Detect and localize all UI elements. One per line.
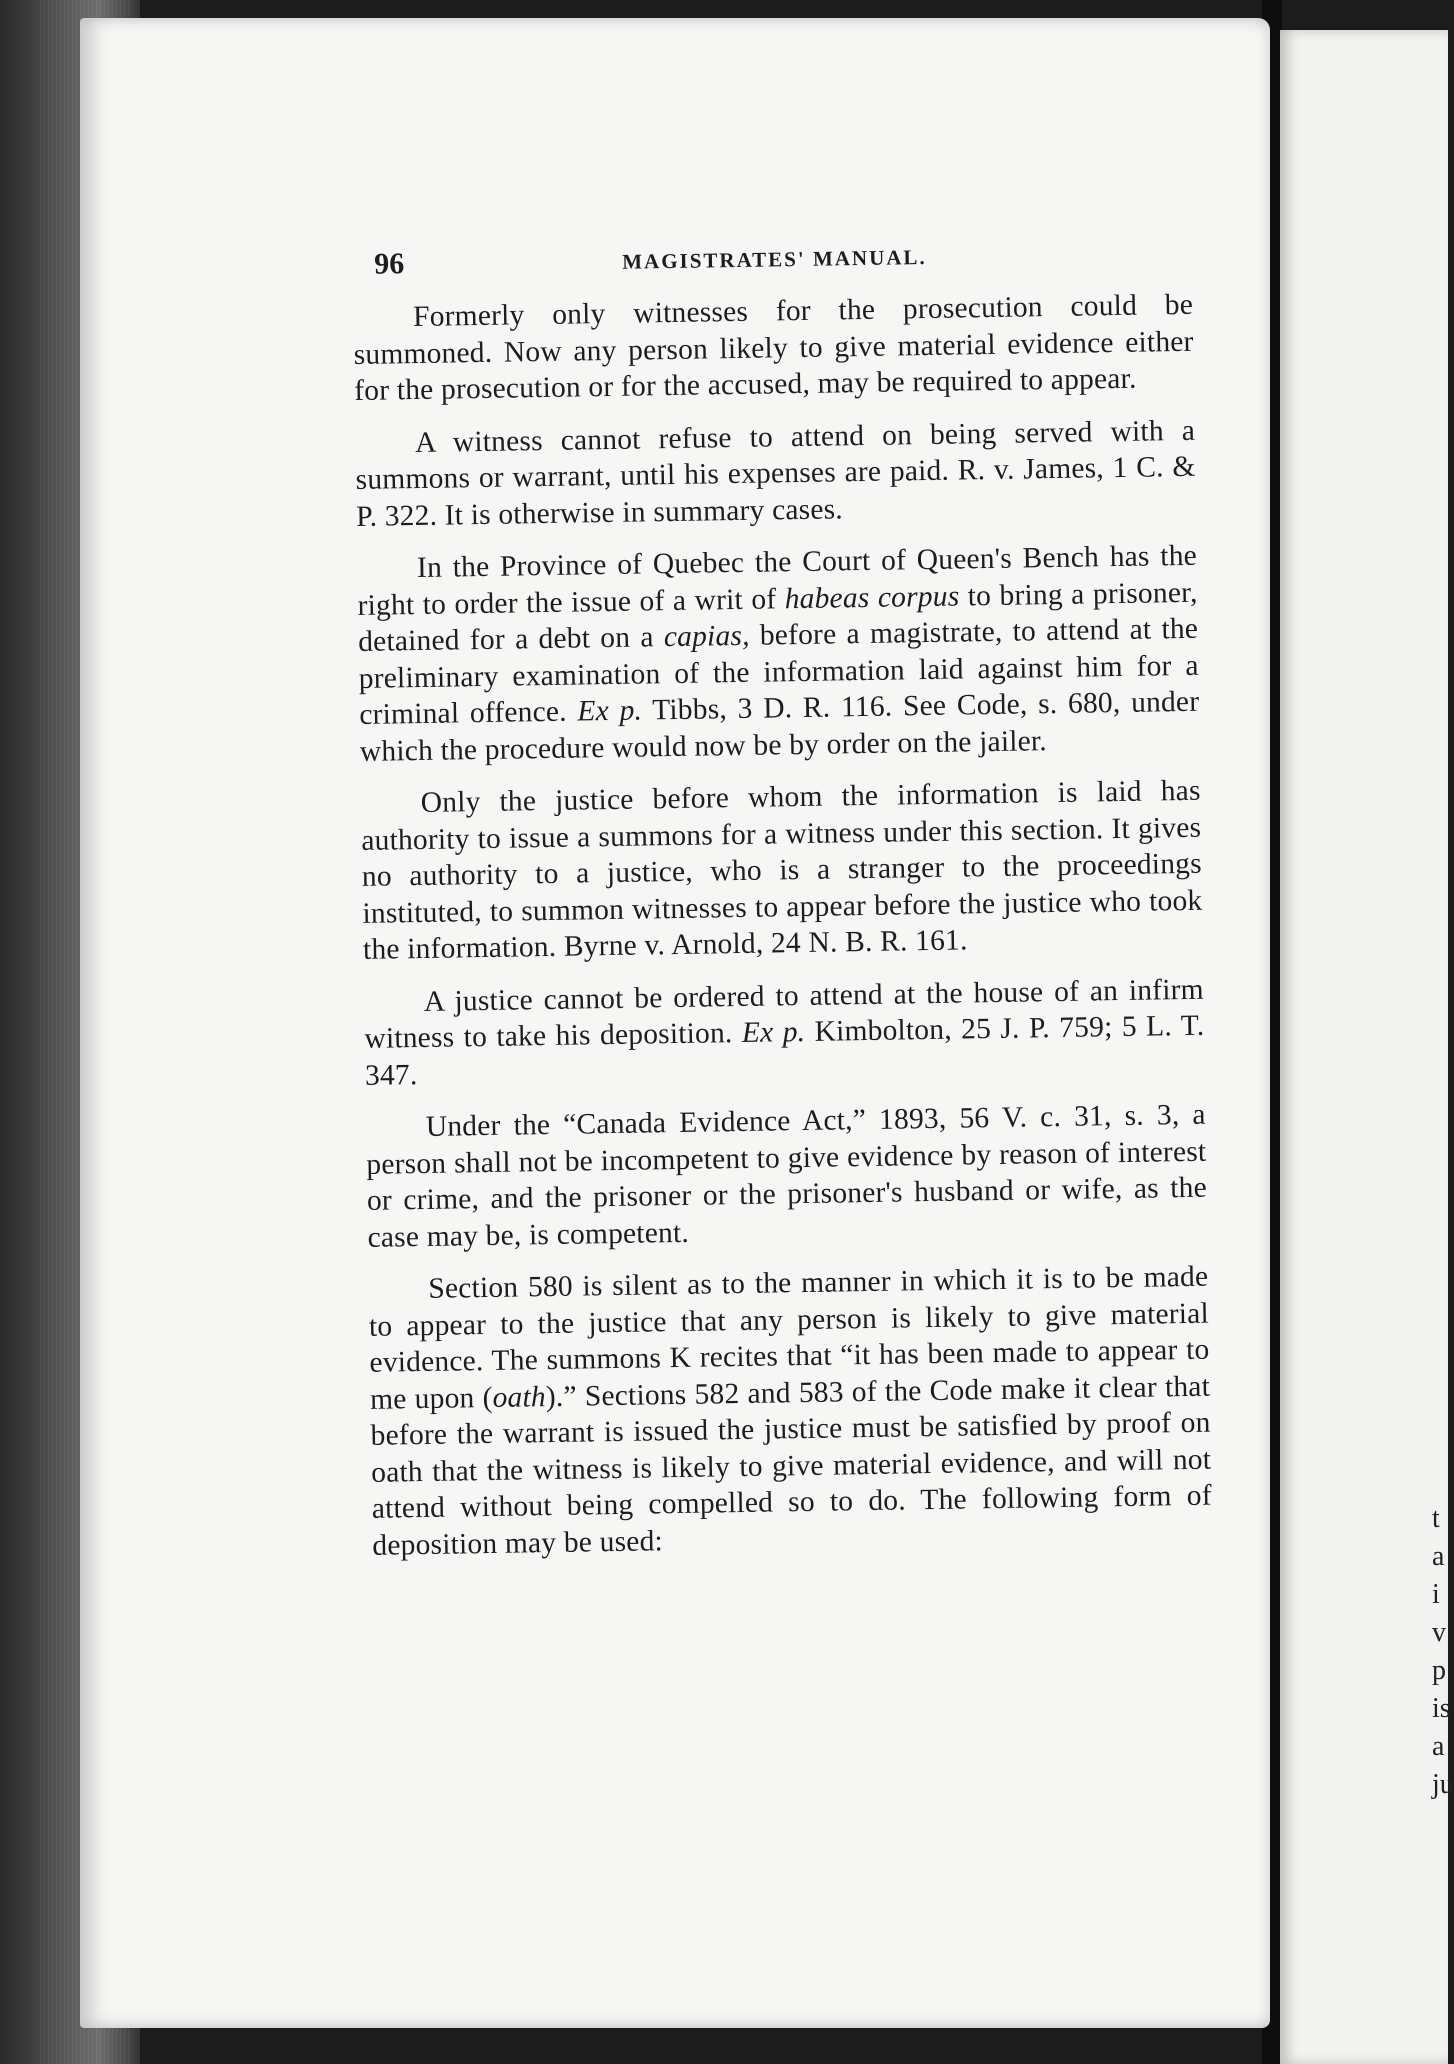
text-run: Tibbs, 3 D. R. 116. See Code, s. 680, under which the procedure would now be by order on the jailer. (359, 685, 1200, 768)
paragraph (353, 287, 1195, 410)
text-run: Only the justice before whom the information is laid has authority to issue a summons for a witness under this section. It gives no authority to a justice, who is a stranger to the proceedings instituted, to summon witnesses to appear before the justice who took the information. Byrne v. Arnold, 24 N. B. R. 161. (361, 774, 1203, 966)
fragment-letter: ju (1432, 1769, 1454, 1800)
paragraph (364, 971, 1206, 1094)
paragraph (355, 412, 1197, 535)
text-run: Under the “Canada Evidence Act,” 1893, 56 V. c. 31, s. 3, a person shall not be incompetent to give evidence by reason of interest or crime, and the prisoner or the prisoner's husband or wife, as the case may be, is competent. (366, 1098, 1208, 1254)
fragment-letter: i (1432, 1579, 1440, 1610)
paragraph (366, 1097, 1208, 1256)
paragraph (360, 773, 1203, 969)
paragraph (368, 1259, 1212, 1564)
text-run: A witness cannot refuse to attend on being served with a summons or warrant, until his expenses are paid. R. v. James, 1 C. & P. 322. It is otherwise in summary cases. (355, 414, 1196, 533)
fragment-letter: t (1432, 1503, 1440, 1534)
text-run: ).” Sections 582 and 583 of the Code make it clear that before the warrant is issued the justice must be satisfied by proof on oath that the witness is likely to give material evidence, and will not attend without being compelled so to do. The following form of deposition may be used: (370, 1370, 1212, 1562)
text-run: Formerly only witnesses for the prosecution could be summoned. Now any person likely to give material evidence either for the prosecution or for the accused, may be required to appear. (353, 288, 1194, 407)
fragment-letter: p (1432, 1655, 1446, 1686)
text-run: In the Province of Quebec the Court of Queen's Bench has the right to order the issue of a writ of (357, 539, 1198, 622)
fragment-letter: a (1432, 1731, 1445, 1762)
text-run: before a magistrate, to attend at the preliminary examination of the information laid against him for a criminal offence. (358, 612, 1199, 731)
running-head-title: MAGISTRATES' MANUAL. (622, 244, 927, 274)
page-number: 96 (373, 247, 405, 281)
fragment-letter: a (1432, 1541, 1445, 1572)
text-run: A justice cannot be ordered to attend at the house of an infirm witness to take his deposition. (364, 973, 1204, 1055)
body-text (353, 287, 1213, 1564)
facing-page (1280, 30, 1454, 2064)
text-run: Section 580 is silent as to the manner in which it is to be made to appear to the justice that any person is likely to give material evidence. The summons K recites that “it has been made to appear to me upon ( (368, 1260, 1210, 1416)
text-run: to bring a prisoner, detained for a debt on a (357, 576, 1198, 658)
paragraph (357, 538, 1200, 770)
italic-text: habeas corpus (784, 580, 960, 615)
italic-text: oath (492, 1380, 547, 1414)
fragment-letter: v (1432, 1617, 1446, 1648)
fragment-letter: is (1432, 1693, 1451, 1724)
italic-text: Ex p. (577, 694, 643, 728)
italic-text: capias, (663, 619, 750, 654)
page-text (352, 235, 1213, 1580)
facing-page-text-fragments (1432, 1500, 1454, 1804)
italic-text: Ex p. (741, 1015, 806, 1049)
text-run: Kimbolton, 25 J. P. 759; 5 L. T. 347. (364, 1009, 1205, 1092)
